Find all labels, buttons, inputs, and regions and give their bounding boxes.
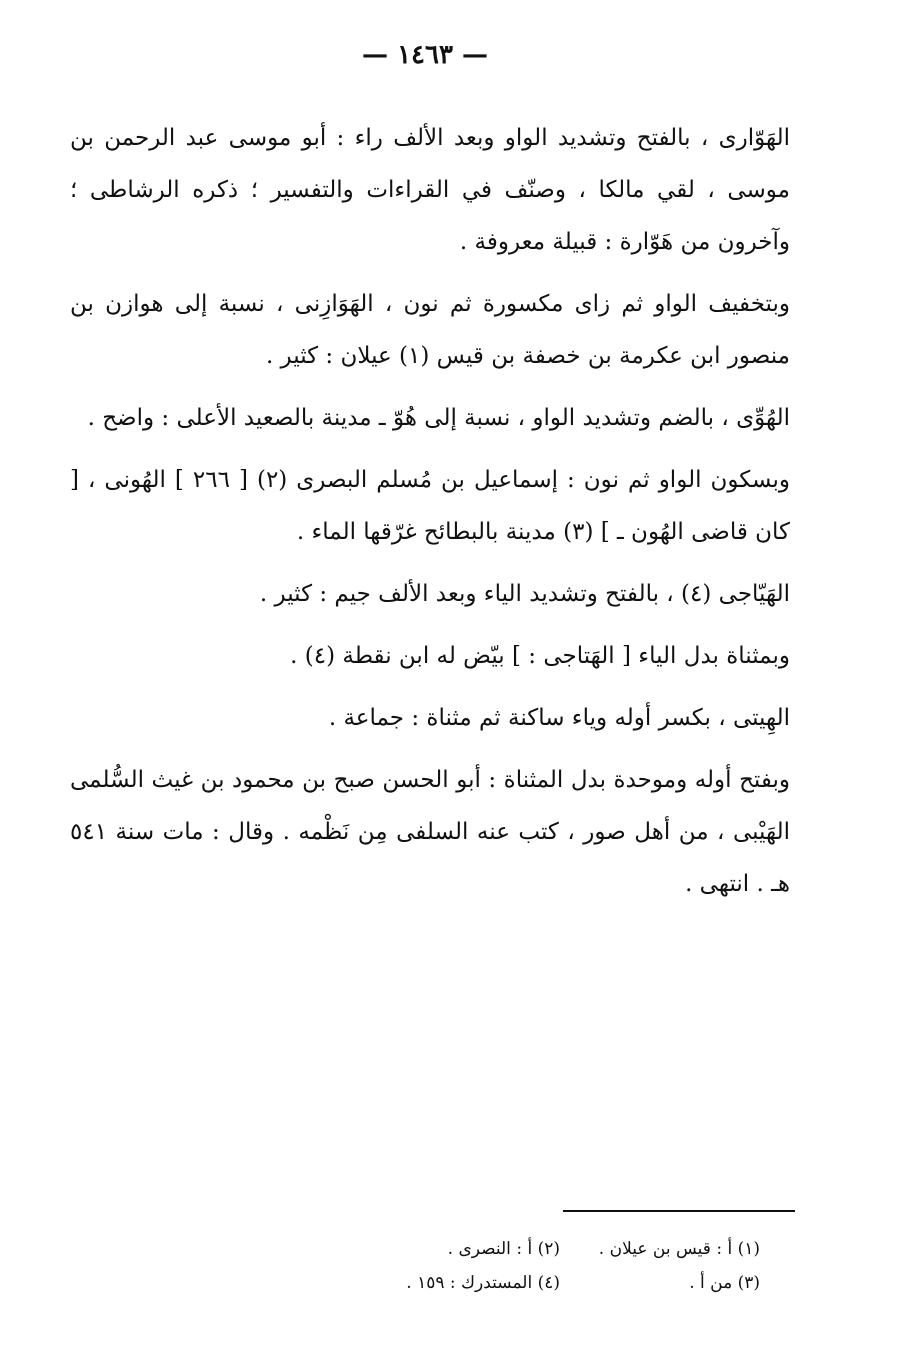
entry-haybi: وبفتح أوله وموحدة بدل المثناة : أبو الحسن صبح بن محمود بن غيث السُّلمى الهَيْبى ، من أهل صور ، كتب عنه السلفى مِن نَظْمه . وقال : مات سنة ٥٤١ هـ . انتهى .: [70, 767, 790, 897]
entry-huwwi: الهُوِّى ، بالضم وتشديد الواو ، نسبة إلى هُوّ ـ مدينة بالصعيد الأعلى : واضح .: [87, 405, 790, 431]
footnote-row: [360, 1266, 760, 1300]
page-number: — ١٤٦٣ —: [362, 40, 488, 70]
footnote-4: (٤) المستدرك : ١٥٩ .: [406, 1273, 560, 1293]
footnote-2: (٢) أ : النصرى .: [447, 1239, 560, 1259]
footnotes: [360, 1232, 760, 1300]
footnote-3: (٣) من أ .: [689, 1273, 760, 1293]
footnote-1: (١) أ : قيس بن عيلان .: [598, 1239, 760, 1259]
entry-huni: وبسكون الواو ثم نون : إسماعيل بن مُسلم البصرى (٢) [ ٢٦٦ ] الهُونى ، [ كان قاضى الهُون ـ ] (٣) مدينة بالبطائح غرّقها الماء .: [70, 467, 790, 545]
entry-hataji: وبمثناة بدل الياء [ الهَتاجى : ] بيّض له ابن نقطة (٤) .: [290, 643, 790, 669]
entry-hawazini: وبتخفيف الواو ثم زاى مكسورة ثم نون ، الهَوَازِنى ، نسبة إلى هوازن بن منصور ابن عكرمة بن خصفة بن قيس (١) عيلان : كثير .: [70, 291, 790, 369]
main-text: [70, 112, 790, 920]
footnote-divider: [563, 1210, 795, 1212]
entry-hayyaji: الهَيّاجى (٤) ، بالفتح وتشديد الياء وبعد الألف جيم : كثير .: [259, 581, 790, 607]
entry-hiti: الهِيتى ، بكسر أوله وياء ساكنة ثم مثناة : جماعة .: [328, 705, 790, 731]
entry-hawwari: الهَوّارى ، بالفتح وتشديد الواو وبعد الألف راء : أبو موسى عبد الرحمن بن موسى ، لقي مالكا ، وصنّف في القراءات والتفسير ؛ ذكره الرشاطى ؛ وآخرون من هَوّارة : قبيلة معروفة .: [70, 125, 790, 255]
footnote-row: [360, 1232, 760, 1266]
